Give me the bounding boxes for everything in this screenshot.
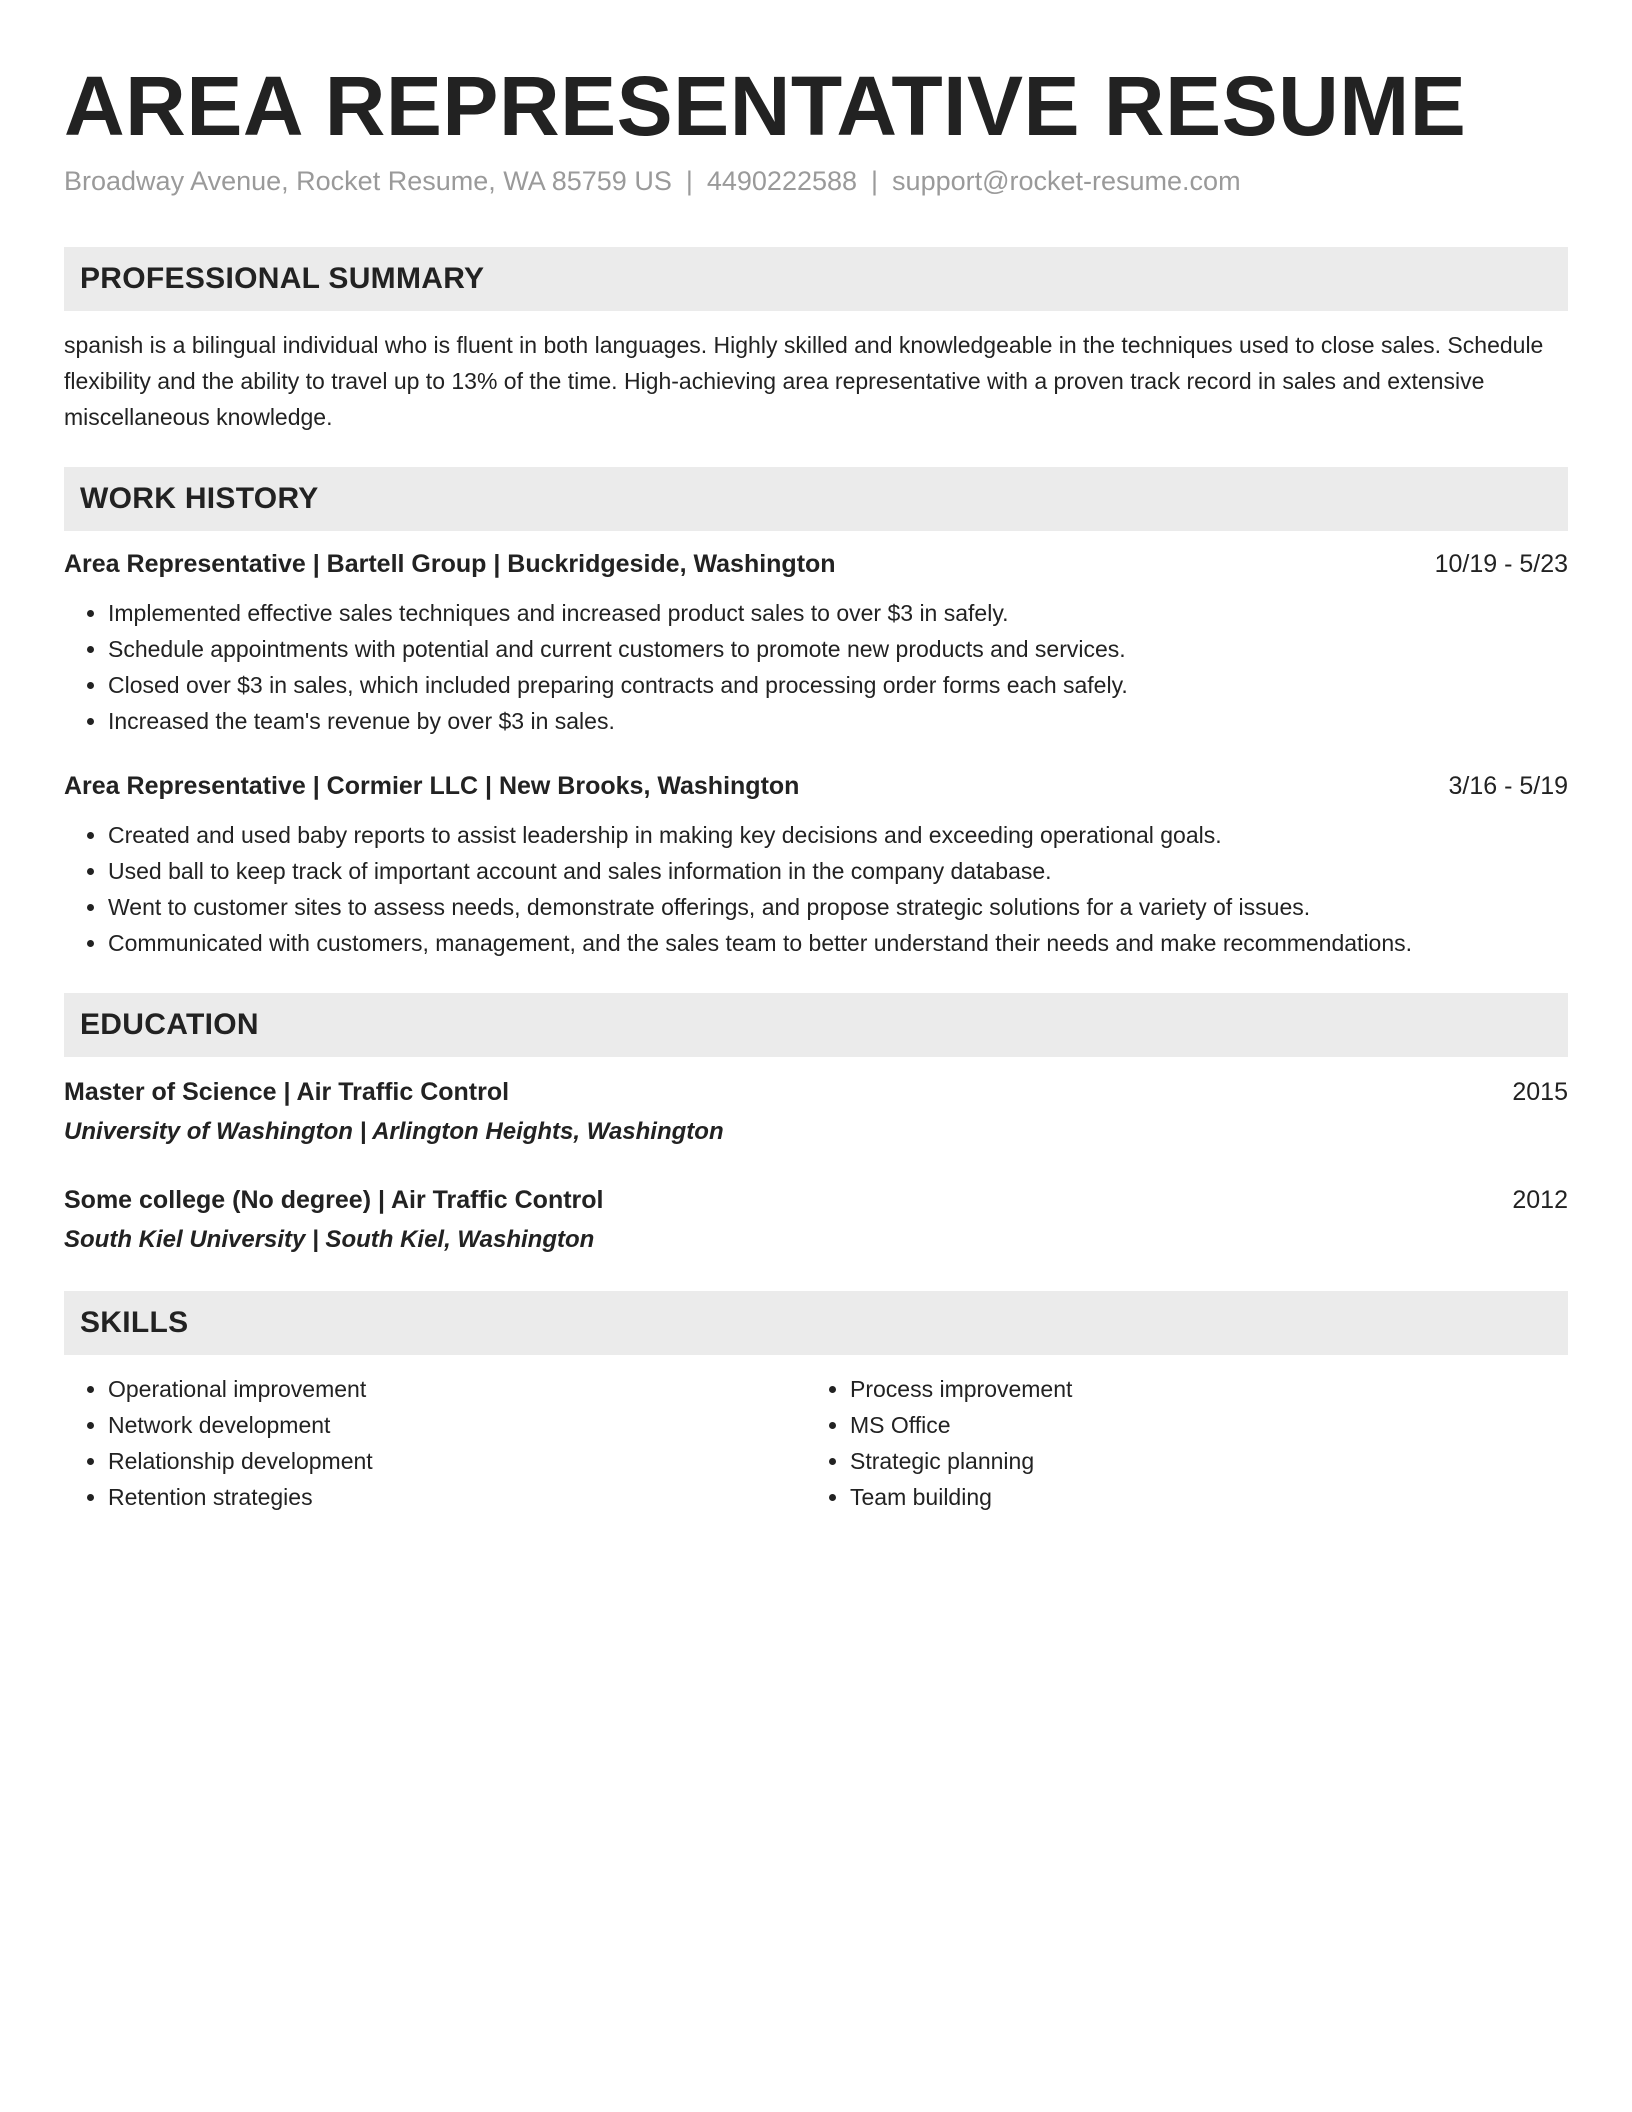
skill-item: • Retention strategies: [108, 1479, 806, 1515]
work-heading: WORK HISTORY: [80, 482, 319, 515]
summary-text: spanish is a bilingual individual who is fluent in both languages. Highly skilled and knowledgeable in the techniques used to close sales. Schedule flexibility and the ability to travel up to 13% of the time. High-achieving area representative with a proven track record in sales and extensive miscellaneous knowledge.: [64, 332, 1544, 430]
education-school: University of Washington | Arlington Heights, Washington: [64, 1118, 724, 1145]
contact-address: Broadway Avenue, Rocket Resume, WA 85759 US: [64, 166, 672, 196]
resume-title: AREA REPRESENTATIVE RESUME: [64, 59, 1467, 153]
skill-item: • Relationship development: [108, 1443, 806, 1479]
skill-item: • Process improvement: [850, 1371, 1548, 1407]
education-header: [64, 1183, 1568, 1217]
job-bullet: • Communicated with customers, management, and the sales team to better understand their needs and make recommendations.: [108, 925, 1568, 961]
education-degree: Some college (No degree) | Air Traffic Control: [64, 1186, 604, 1214]
education-degree: Master of Science | Air Traffic Control: [64, 1078, 510, 1106]
skill-item: • Team building: [850, 1479, 1548, 1515]
contact-line: [64, 164, 1568, 198]
skill-item: • Strategic planning: [850, 1443, 1548, 1479]
skills-column-right: [806, 1371, 1548, 1515]
skills-column-left: [64, 1371, 806, 1515]
job-bullet: • Closed over $3 in sales, which included preparing contracts and processing order forms each safely.: [108, 667, 1568, 703]
skills-grid: [64, 1371, 1568, 1515]
skills-section-header: [64, 1291, 1568, 1355]
education-year: 2012: [1512, 1186, 1568, 1214]
job-bullet: • Went to customer sites to assess needs, demonstrate offerings, and propose strategic solutions for a variety of issues.: [108, 889, 1568, 925]
skill-item: • Operational improvement: [108, 1371, 806, 1407]
job-bullets: [64, 595, 1568, 739]
contact-phone: 4490222588: [706, 166, 858, 196]
summary-section-header: [64, 247, 1568, 311]
job-title: Area Representative | Cormier LLC | New Brooks, Washington: [64, 772, 800, 800]
skills-heading: SKILLS: [80, 1306, 189, 1339]
education-school: South Kiel University | South Kiel, Washington: [64, 1226, 595, 1253]
resume-page: [64, 0, 1568, 1515]
job-bullet: • Implemented effective sales techniques and increased product sales to over $3 in safely.: [108, 595, 1568, 631]
skill-item: • MS Office: [850, 1407, 1548, 1443]
job-title: Area Representative | Bartell Group | Buckridgeside, Washington: [64, 550, 836, 578]
education-section-header: [64, 993, 1568, 1057]
skill-item: • Network development: [108, 1407, 806, 1443]
job-dates: 3/16 - 5/19: [1448, 772, 1568, 800]
education-year: 2015: [1512, 1078, 1568, 1106]
job-dates: 10/19 - 5/23: [1434, 550, 1568, 578]
job-entry: [64, 769, 1568, 961]
job-bullet: • Schedule appointments with potential and current customers to promote new products and services.: [108, 631, 1568, 667]
education-heading: EDUCATION: [80, 1008, 259, 1041]
contact-separator: |: [871, 166, 879, 196]
education-entry: [64, 1183, 1568, 1257]
job-bullet: • Increased the team's revenue by over $3 in sales.: [108, 703, 1568, 739]
job-header: [64, 547, 1568, 581]
education-header: [64, 1075, 1568, 1109]
work-section-header: [64, 467, 1568, 531]
contact-email: support@rocket-resume.com: [892, 166, 1241, 196]
job-header: [64, 769, 1568, 803]
job-entry: [64, 547, 1568, 739]
contact-separator: |: [685, 166, 693, 196]
job-bullet: • Created and used baby reports to assist leadership in making key decisions and exceeding operational goals.: [108, 817, 1568, 853]
summary-heading: PROFESSIONAL SUMMARY: [80, 262, 485, 295]
job-bullet: • Used ball to keep track of important account and sales information in the company database.: [108, 853, 1568, 889]
job-bullets: [64, 817, 1568, 961]
education-entry: [64, 1075, 1568, 1149]
